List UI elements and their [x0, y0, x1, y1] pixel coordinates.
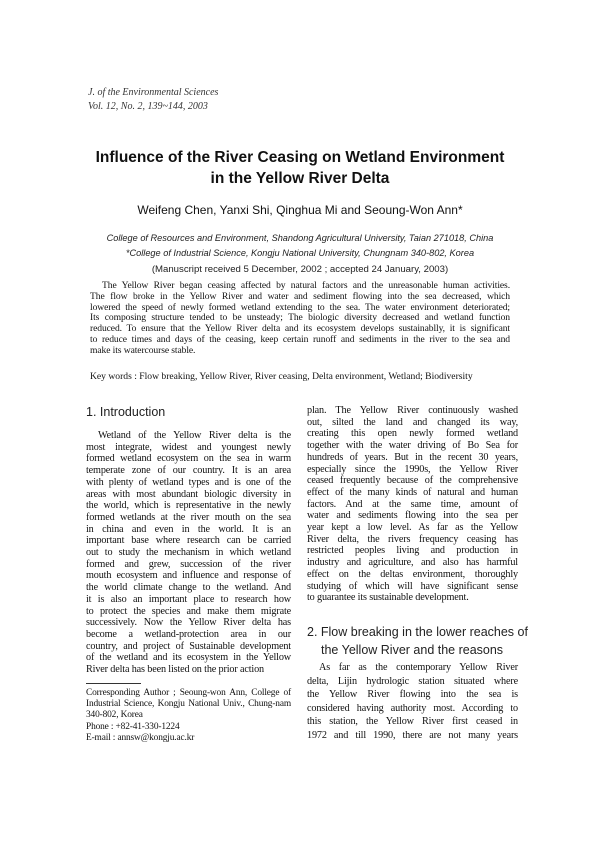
- text-line: Industrial Science, Kongju National Univ., Chung-nam: [86, 699, 291, 710]
- text-line: successively. Now the Yellow River delta has: [86, 617, 291, 629]
- text-line: to reduce times and days of the ceasing, keep certain runoff and sediments in the river to the sea and: [90, 333, 510, 345]
- text-line: most integrate, widest and youngest newly: [86, 441, 291, 453]
- text-line: industry and agriculture, and also has harmful: [307, 557, 518, 569]
- text-line: factors. And at the same time, amount of: [307, 498, 518, 510]
- section-2-body: [307, 661, 518, 743]
- text-line: Phone : +82-41-330-1224: [86, 721, 180, 732]
- affiliation: College of Resources and Environment, Shandong Agricultural University, Taian 271018, China: [106, 233, 494, 243]
- journal-name: J. of the Environmental Sciences: [88, 87, 219, 98]
- abstract: [90, 281, 510, 357]
- text-line: it is also an important place to research how: [86, 593, 291, 605]
- text-line: lowered the speed of newly formed wetland extending to the sea. The water environment deteriorated;: [90, 301, 510, 313]
- text-line: make its watercourse stable.: [90, 344, 196, 356]
- text-line: out, silted the land and changed its way,: [307, 416, 518, 428]
- text-line: important base where research can be carried: [86, 535, 291, 547]
- manuscript-dates: (Manuscript received 5 December, 2002 ; accepted 24 January, 2003): [151, 264, 449, 275]
- text-line: to guarantee its sustainable development.: [307, 592, 469, 604]
- journal-volume: Vol. 12, No. 2, 139~144, 2003: [88, 101, 208, 112]
- footnote: [86, 688, 291, 744]
- text-line: this station, the Yellow River first ceased in: [307, 716, 518, 728]
- keywords: Key words : Flow breaking, Yellow River, River ceasing, Delta environment, Wetland; Biodiversity: [90, 371, 473, 382]
- text-line: the Yellow River flowing into the sea is: [307, 689, 518, 701]
- text-line: become a wetland-protection area in our: [86, 628, 291, 640]
- text-line: the world, which is representative in the newly: [86, 500, 291, 512]
- text-line: Wetland of the Yellow River delta is the: [98, 430, 291, 441]
- title-line: Influence of the River Ceasing on Wetland Environment: [95, 149, 505, 166]
- text-line: studying of which will have significant sense: [307, 580, 518, 592]
- text-line: water and sediments flowing into the sea per: [307, 510, 518, 522]
- text-line: year kept a low level. As far as the Yellow: [307, 522, 518, 534]
- section-1-body: [86, 430, 291, 676]
- text-line: country, and project of Sustainable development: [86, 640, 291, 652]
- text-line: 340-802, Korea: [86, 710, 143, 721]
- text-line: together with the water driving of Bo Sea for: [307, 440, 518, 452]
- authors: Weifeng Chen, Yanxi Shi, Qinghua Mi and Seoung-Won Ann*: [137, 203, 463, 217]
- text-line: reduced. To ensure that the Yellow River delta and its ecosystem develops sustainablly, it is significant: [90, 323, 510, 335]
- text-line: to protect the species and make them migrate: [86, 605, 291, 617]
- text-line: in china and even in the world. It is an: [86, 523, 291, 535]
- text-line: mouth ecosystem and influence and response of: [86, 570, 291, 582]
- text-line: River delta has been listed on the prior action: [86, 664, 264, 676]
- text-line: The flow broke in the Yellow River and water and sediment flowing into the sea decreased, which: [90, 290, 510, 302]
- text-line: of the wetland and its ecosystem in the Yellow: [86, 652, 291, 664]
- text-line: areas with most abundant biologic diversity in: [86, 488, 291, 500]
- text-line: ceased frequently because of the comprehensive: [307, 475, 518, 487]
- section-2-heading: [307, 624, 528, 658]
- text-line: formed wetlands at the river mouth on the sea: [86, 511, 291, 523]
- title-line: in the Yellow River Delta: [210, 170, 390, 187]
- text-line: the world climate change to the wetland. And: [86, 582, 291, 594]
- affiliations: [0, 231, 600, 261]
- text-line: considered having authority most. According to: [307, 702, 518, 714]
- text-line: River delta, the rivers frequency ceasing has: [307, 533, 518, 545]
- text-line: Its composing structure tended to be unsteady; The biologic diversity decreased and wetland function: [90, 312, 510, 324]
- text-line: delta, Lijin hydrologic station situated where: [307, 675, 518, 687]
- section-1-body-continued: [307, 405, 518, 604]
- text-line: Corresponding Author ; Seoung-won Ann, College of: [86, 688, 291, 698]
- heading-line: the Yellow River and the reasons: [321, 643, 504, 657]
- footnote-divider: [86, 683, 141, 684]
- text-line: out to study the mechanism in which wetland: [86, 547, 291, 559]
- text-line: restricted peoples living and production in: [307, 545, 518, 557]
- text-line: E-mail : annsw@kongju.ac.kr: [86, 732, 195, 743]
- text-line: formed wetland ecosystem on the sea in warm: [86, 453, 291, 465]
- text-line: with plenty of wetland types and is one of the: [86, 476, 291, 488]
- text-line: hundreds of years. But in the recent 30 years,: [307, 451, 518, 463]
- paper-title: [0, 147, 600, 189]
- text-line: effect of the many kinds of natural and human: [307, 486, 518, 498]
- journal-header: [88, 86, 218, 114]
- text-line: effect on the deltas environment, thoroughly: [307, 568, 518, 580]
- text-line: 1972 and till 1990, there are not many years: [307, 729, 518, 741]
- text-line: formed and grew, succession of the river: [86, 558, 291, 570]
- text-line: temperate zone of our country. It is an area: [86, 465, 291, 477]
- text-line: creating this open newly formed wetland: [307, 428, 518, 440]
- text-line: especially since the 1990s, the Yellow River: [307, 463, 518, 475]
- affiliation: *College of Industrial Science, Kongju National University, Chungnam 340-802, Korea: [125, 248, 475, 258]
- text-line: The Yellow River began ceasing affected by natural factors and the unreasonable human activities.: [102, 280, 510, 291]
- heading-line: 2. Flow breaking in the lower reaches of: [307, 625, 528, 639]
- text-line: plan. The Yellow River continuously washed: [307, 405, 518, 416]
- section-1-heading: 1. Introduction: [86, 405, 166, 419]
- text-line: As far as the contemporary Yellow River: [319, 662, 518, 673]
